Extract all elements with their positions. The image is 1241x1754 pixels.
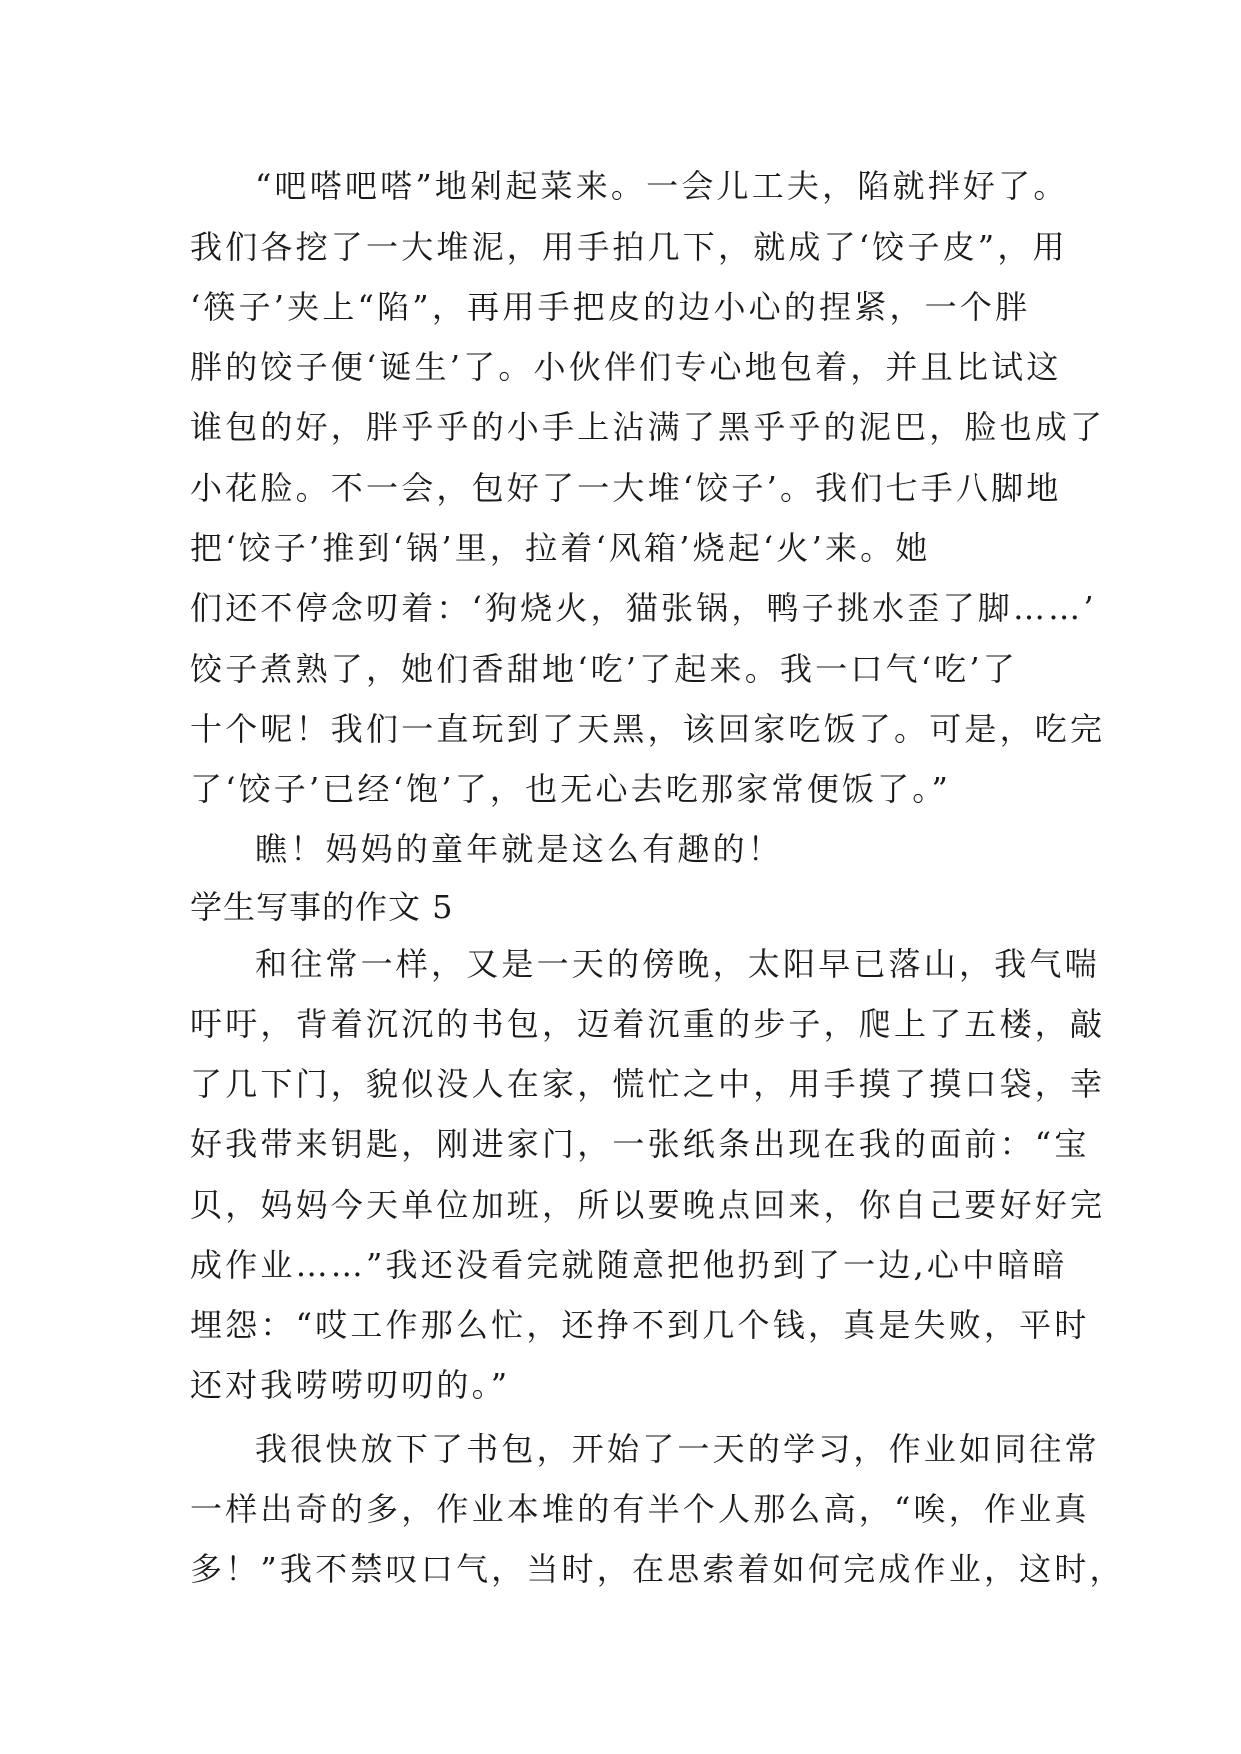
text-line: 胖的饺子便‘诞生’了。小伙伴们专心地包着，并且比试这 (190, 348, 1062, 386)
text-line: 瞧！妈妈的童年就是这么有趣的！ (255, 830, 784, 868)
text-line: 我很快放下了书包，开始了一天的学习，作业如同往常 (255, 1430, 1100, 1468)
text-line: 还对我唠唠叨叨的。” (190, 1366, 511, 1404)
section-heading: 学生写事的作文 5 (190, 888, 454, 926)
text-line: 饺子煮熟了，她们香甜地‘吃’了起来。我一口气‘吃’了 (190, 650, 1018, 688)
text-line: 小花脸。不一会，包好了一大堆‘饺子’。我们七手八脚地 (190, 469, 1062, 507)
text-line: 好我带来钥匙，刚进家门，一张纸条出现在我的面前：“宝 (190, 1125, 1090, 1163)
text-line: 吁吁，背着沉沉的书包，迈着沉重的步子，爬上了五楼，敲 (190, 1005, 1106, 1043)
text-line: 和往常一样，又是一天的傍晚，太阳早已落山，我气喘 (255, 945, 1100, 983)
text-line: 了几下门，貌似没人在家，慌忙之中，用手摸了摸口袋，幸 (190, 1065, 1106, 1103)
text-line: 把‘饺子’推到‘锅’里，拉着‘风箱’烧起‘火’来。她 (190, 529, 931, 567)
text-line: “吧嗒吧嗒”地剁起菜来。一会儿工夫，陷就拌好了。 (255, 167, 1069, 205)
text-line: 贝，妈妈今天单位加班，所以要晚点回来，你自己要好好完 (190, 1186, 1106, 1224)
text-line: 埋怨：“哎工作那么忙，还挣不到几个钱，真是失败，平时 (190, 1306, 1090, 1344)
text-line: 多！”我不禁叹口气，当时，在思索着如何完成作业，这时， (190, 1550, 1125, 1588)
text-line: 们还不停念叨着：‘狗烧火，猫张锅，鸭子挑水歪了脚……’ (190, 589, 1097, 627)
text-line: 我们各挖了一大堆泥，用手拍几下，就成了‘饺子皮”，用 (190, 228, 1068, 266)
text-line: 成作业……”我还没看完就随意把他扔到了一边,心中暗暗 (190, 1246, 1068, 1284)
text-line: 一样出奇的多，作业本堆的有半个人那么高，“唉，作业真 (190, 1490, 1090, 1528)
text-line: ‘筷子’夹上“陷”，再用手把皮的边小心的捏紧，一个胖 (190, 288, 1031, 326)
text-line: 谁包的好，胖乎乎的小手上沾满了黑乎乎的泥巴，脸也成了 (190, 408, 1106, 446)
text-line: 十个呢！我们一直玩到了天黑，该回家吃饭了。可是，吃完 (190, 710, 1106, 748)
text-line: 了‘饺子’已经‘饱’了，也无心去吃那家常便饭了。” (190, 770, 952, 808)
